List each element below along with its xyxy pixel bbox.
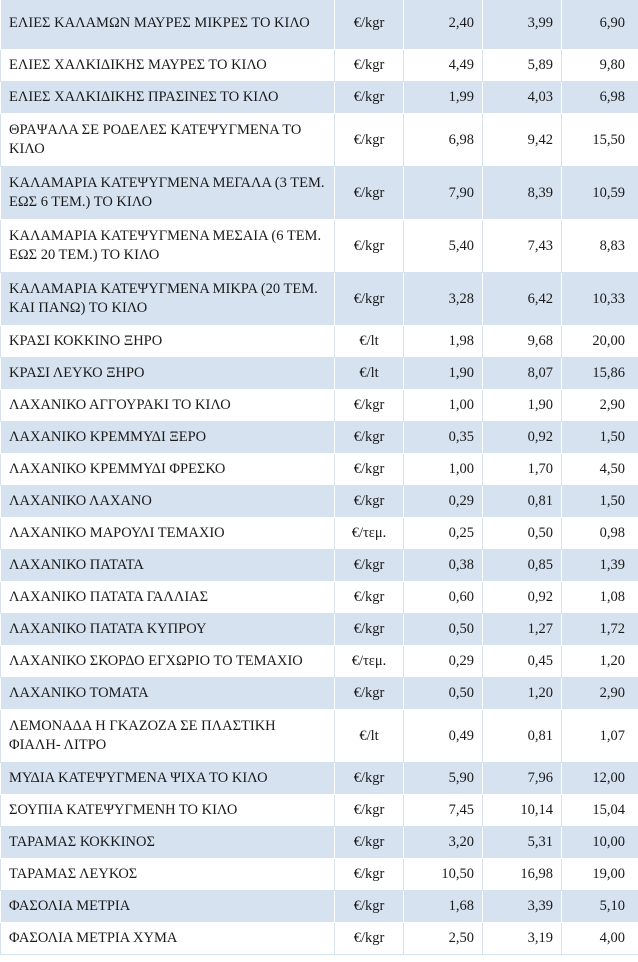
min-price-cell: 0,25 <box>404 518 483 550</box>
avg-price-cell: 3,39 <box>483 891 562 923</box>
product-name-cell: ΛΕΜΟΝΑΔΑ Η ΓΚΑΖΟΖΑ ΣΕ ΠΛΑΣΤΙΚΗ ΦΙΑΛΗ- ΛΙΤΡΟ <box>1 710 335 763</box>
table-row <box>1 518 638 550</box>
unit-cell: €/lt <box>335 710 404 763</box>
product-name-cell: ΚΑΛΑΜΑΡΙΑ ΚΑΤΕΨΥΓΜΕΝΑ ΜΕΓΑΛΑ (3 ΤΕΜ. ΕΩΣ 6 ΤΕΜ.) ΤΟ ΚΙΛΟ <box>1 167 335 220</box>
unit-cell: €/kgr <box>335 923 404 955</box>
avg-price-cell: 1,27 <box>483 614 562 646</box>
min-price-cell: 2,50 <box>404 923 483 955</box>
avg-price-cell: 3,99 <box>483 0 562 50</box>
product-name-cell: ΕΛΙΕΣ ΧΑΛΚΙΔΙΚΗΣ ΠΡΑΣΙΝΕΣ ΤΟ ΚΙΛΟ <box>1 82 335 114</box>
product-name-cell: ΣΟΥΠΙΑ ΚΑΤΕΨΥΓΜΕΝΗ ΤΟ ΚΙΛΟ <box>1 795 335 827</box>
max-price-cell: 19,00 <box>562 859 638 891</box>
unit-cell: €/kgr <box>335 220 404 273</box>
table-row <box>1 827 638 859</box>
product-name-cell: ΦΑΣΟΛΙΑ ΜΕΤΡΙΑ <box>1 891 335 923</box>
avg-price-cell: 8,07 <box>483 358 562 390</box>
table-row <box>1 220 638 273</box>
product-name-cell: ΚΑΛΑΜΑΡΙΑ ΚΑΤΕΨΥΓΜΕΝΑ ΜΙΚΡΑ (20 ΤΕΜ. ΚΑΙ ΠΑΝΩ) ΤΟ ΚΙΛΟ <box>1 273 335 326</box>
max-price-cell: 10,59 <box>562 167 638 220</box>
unit-cell: €/kgr <box>335 0 404 50</box>
min-price-cell: 1,00 <box>404 454 483 486</box>
avg-price-cell: 0,50 <box>483 518 562 550</box>
max-price-cell: 0,98 <box>562 518 638 550</box>
product-name-cell: ΛΑΧΑΝΙΚΟ ΠΑΤΑΤΑ ΚΥΠΡΟΥ <box>1 614 335 646</box>
table-row <box>1 646 638 678</box>
unit-cell: €/kgr <box>335 827 404 859</box>
product-name-cell: ΕΛΙΕΣ ΧΑΛΚΙΔΙΚΗΣ ΜΑΥΡΕΣ ΤΟ ΚΙΛΟ <box>1 50 335 82</box>
avg-price-cell: 16,98 <box>483 859 562 891</box>
avg-price-cell: 9,42 <box>483 114 562 167</box>
avg-price-cell: 1,20 <box>483 678 562 710</box>
avg-price-cell: 0,45 <box>483 646 562 678</box>
min-price-cell: 0,49 <box>404 710 483 763</box>
avg-price-cell: 10,14 <box>483 795 562 827</box>
avg-price-cell: 5,89 <box>483 50 562 82</box>
max-price-cell: 15,50 <box>562 114 638 167</box>
min-price-cell: 7,45 <box>404 795 483 827</box>
unit-cell: €/kgr <box>335 550 404 582</box>
product-name-cell: ΤΑΡΑΜΑΣ ΚΟΚΚΙΝΟΣ <box>1 827 335 859</box>
product-name-cell: ΚΡΑΣΙ ΚΟΚΚΙΝΟ ΞΗΡΟ <box>1 326 335 358</box>
unit-cell: €/kgr <box>335 795 404 827</box>
product-name-cell: ΜΥΔΙΑ ΚΑΤΕΨΥΓΜΕΝΑ ΨΙΧΑ ΤΟ ΚΙΛΟ <box>1 763 335 795</box>
unit-cell: €/kgr <box>335 678 404 710</box>
table-row <box>1 358 638 390</box>
avg-price-cell: 8,39 <box>483 167 562 220</box>
max-price-cell: 2,90 <box>562 678 638 710</box>
min-price-cell: 7,90 <box>404 167 483 220</box>
min-price-cell: 5,90 <box>404 763 483 795</box>
unit-cell: €/kgr <box>335 114 404 167</box>
max-price-cell: 1,20 <box>562 646 638 678</box>
product-name-cell: ΛΑΧΑΝΙΚΟ ΠΑΤΑΤΑ <box>1 550 335 582</box>
unit-cell: €/kgr <box>335 891 404 923</box>
min-price-cell: 0,29 <box>404 486 483 518</box>
avg-price-cell: 0,92 <box>483 422 562 454</box>
product-name-cell: ΛΑΧΑΝΙΚΟ ΜΑΡΟΥΛΙ ΤΕΜΑΧΙΟ <box>1 518 335 550</box>
min-price-cell: 2,40 <box>404 0 483 50</box>
max-price-cell: 10,00 <box>562 827 638 859</box>
avg-price-cell: 9,68 <box>483 326 562 358</box>
product-name-cell: ΛΑΧΑΝΙΚΟ ΚΡΕΜΜΥΔΙ ΦΡΕΣΚΟ <box>1 454 335 486</box>
table-row <box>1 167 638 220</box>
min-price-cell: 0,38 <box>404 550 483 582</box>
table-row <box>1 114 638 167</box>
max-price-cell: 15,04 <box>562 795 638 827</box>
max-price-cell: 1,39 <box>562 550 638 582</box>
table-row <box>1 614 638 646</box>
product-name-cell: ΛΑΧΑΝΙΚΟ ΛΑΧΑΝΟ <box>1 486 335 518</box>
min-price-cell: 0,60 <box>404 582 483 614</box>
unit-cell: €/kgr <box>335 454 404 486</box>
max-price-cell: 1,50 <box>562 422 638 454</box>
table-row <box>1 454 638 486</box>
unit-cell: €/kgr <box>335 82 404 114</box>
min-price-cell: 5,40 <box>404 220 483 273</box>
table-row <box>1 0 638 50</box>
price-table-body <box>1 0 638 955</box>
min-price-cell: 1,90 <box>404 358 483 390</box>
table-row <box>1 923 638 955</box>
max-price-cell: 6,98 <box>562 82 638 114</box>
product-name-cell: ΛΑΧΑΝΙΚΟ ΚΡΕΜΜΥΔΙ ΞΕΡΟ <box>1 422 335 454</box>
unit-cell: €/kgr <box>335 167 404 220</box>
product-name-cell: ΛΑΧΑΝΙΚΟ ΑΓΓΟΥΡΑΚΙ ΤΟ ΚΙΛΟ <box>1 390 335 422</box>
min-price-cell: 0,29 <box>404 646 483 678</box>
unit-cell: €/kgr <box>335 273 404 326</box>
min-price-cell: 1,68 <box>404 891 483 923</box>
unit-cell: €/τεμ. <box>335 518 404 550</box>
table-row <box>1 390 638 422</box>
min-price-cell: 0,35 <box>404 422 483 454</box>
unit-cell: €/kgr <box>335 486 404 518</box>
unit-cell: €/kgr <box>335 614 404 646</box>
product-name-cell: ΕΛΙΕΣ ΚΑΛΑΜΩΝ ΜΑΥΡΕΣ ΜΙΚΡΕΣ ΤΟ ΚΙΛΟ <box>1 0 335 50</box>
table-row <box>1 710 638 763</box>
product-name-cell: ΛΑΧΑΝΙΚΟ ΤΟΜΑΤΑ <box>1 678 335 710</box>
avg-price-cell: 0,85 <box>483 550 562 582</box>
unit-cell: €/lt <box>335 326 404 358</box>
avg-price-cell: 0,81 <box>483 710 562 763</box>
product-name-cell: ΛΑΧΑΝΙΚΟ ΣΚΟΡΔΟ ΕΓΧΩΡΙΟ ΤΟ ΤΕΜΑΧΙΟ <box>1 646 335 678</box>
min-price-cell: 3,28 <box>404 273 483 326</box>
table-row <box>1 422 638 454</box>
min-price-cell: 4,49 <box>404 50 483 82</box>
table-row <box>1 678 638 710</box>
min-price-cell: 0,50 <box>404 614 483 646</box>
avg-price-cell: 0,92 <box>483 582 562 614</box>
max-price-cell: 6,90 <box>562 0 638 50</box>
product-name-cell: ΛΑΧΑΝΙΚΟ ΠΑΤΑΤΑ ΓΑΛΛΙΑΣ <box>1 582 335 614</box>
product-name-cell: ΚΑΛΑΜΑΡΙΑ ΚΑΤΕΨΥΓΜΕΝΑ ΜΕΣΑΙΑ (6 ΤΕΜ. ΕΩΣ 20 ΤΕΜ.) ΤΟ ΚΙΛΟ <box>1 220 335 273</box>
avg-price-cell: 4,03 <box>483 82 562 114</box>
unit-cell: €/kgr <box>335 422 404 454</box>
max-price-cell: 12,00 <box>562 763 638 795</box>
table-row <box>1 763 638 795</box>
table-row <box>1 273 638 326</box>
avg-price-cell: 0,81 <box>483 486 562 518</box>
max-price-cell: 4,00 <box>562 923 638 955</box>
max-price-cell: 2,90 <box>562 390 638 422</box>
avg-price-cell: 1,70 <box>483 454 562 486</box>
table-row <box>1 50 638 82</box>
max-price-cell: 1,50 <box>562 486 638 518</box>
table-row <box>1 859 638 891</box>
max-price-cell: 15,86 <box>562 358 638 390</box>
min-price-cell: 1,98 <box>404 326 483 358</box>
unit-cell: €/τεμ. <box>335 646 404 678</box>
table-row <box>1 582 638 614</box>
avg-price-cell: 7,96 <box>483 763 562 795</box>
product-name-cell: ΚΡΑΣΙ ΛΕΥΚΟ ΞΗΡΟ <box>1 358 335 390</box>
table-row <box>1 891 638 923</box>
min-price-cell: 0,50 <box>404 678 483 710</box>
product-name-cell: ΤΑΡΑΜΑΣ ΛΕΥΚΟΣ <box>1 859 335 891</box>
max-price-cell: 1,07 <box>562 710 638 763</box>
min-price-cell: 1,00 <box>404 390 483 422</box>
min-price-cell: 3,20 <box>404 827 483 859</box>
unit-cell: €/kgr <box>335 50 404 82</box>
unit-cell: €/kgr <box>335 763 404 795</box>
table-row <box>1 326 638 358</box>
min-price-cell: 6,98 <box>404 114 483 167</box>
table-row <box>1 550 638 582</box>
max-price-cell: 10,33 <box>562 273 638 326</box>
max-price-cell: 1,72 <box>562 614 638 646</box>
max-price-cell: 4,50 <box>562 454 638 486</box>
table-row <box>1 486 638 518</box>
product-name-cell: ΘΡΑΨΑΛΑ ΣΕ ΡΟΔΕΛΕΣ ΚΑΤΕΨΥΓΜΕΝΑ ΤΟ ΚΙΛΟ <box>1 114 335 167</box>
max-price-cell: 1,08 <box>562 582 638 614</box>
unit-cell: €/lt <box>335 358 404 390</box>
min-price-cell: 10,50 <box>404 859 483 891</box>
table-row <box>1 82 638 114</box>
max-price-cell: 5,10 <box>562 891 638 923</box>
avg-price-cell: 5,31 <box>483 827 562 859</box>
max-price-cell: 20,00 <box>562 326 638 358</box>
max-price-cell: 8,83 <box>562 220 638 273</box>
max-price-cell: 9,80 <box>562 50 638 82</box>
avg-price-cell: 7,43 <box>483 220 562 273</box>
unit-cell: €/kgr <box>335 390 404 422</box>
unit-cell: €/kgr <box>335 582 404 614</box>
min-price-cell: 1,99 <box>404 82 483 114</box>
avg-price-cell: 3,19 <box>483 923 562 955</box>
avg-price-cell: 1,90 <box>483 390 562 422</box>
avg-price-cell: 6,42 <box>483 273 562 326</box>
table-row <box>1 795 638 827</box>
product-name-cell: ΦΑΣΟΛΙΑ ΜΕΤΡΙΑ ΧΥΜΑ <box>1 923 335 955</box>
unit-cell: €/kgr <box>335 859 404 891</box>
